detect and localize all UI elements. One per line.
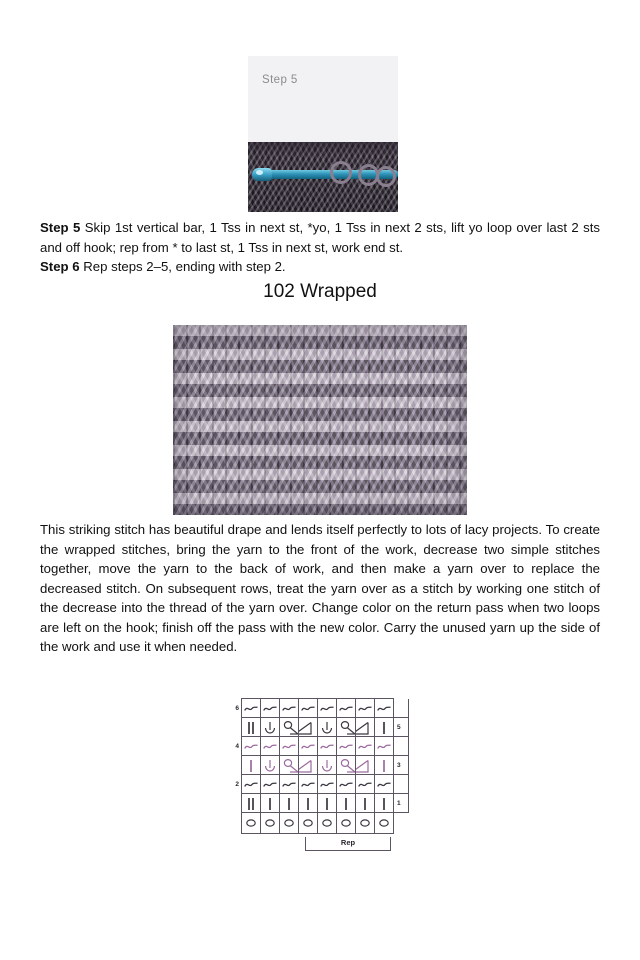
chain-stitch-symbol [261, 813, 280, 834]
chart-row-row1 [228, 794, 409, 813]
yarn-over-symbol [337, 756, 356, 775]
chart-row-number-left: 2 [228, 775, 242, 794]
return-pass-symbol [299, 775, 318, 794]
chart-row-number-left [228, 813, 242, 834]
tunisian-simple-stitch-symbol [318, 718, 337, 737]
chain-stitch-symbol [242, 813, 261, 834]
step-photo-label: Step 5 [262, 74, 298, 86]
chart-row-row5 [228, 718, 409, 737]
chart-row-number-right [394, 699, 409, 718]
swatch-vignette [173, 325, 467, 515]
simple-stitch-symbol [299, 794, 318, 813]
chart-row-number-left: 4 [228, 737, 242, 756]
return-pass-symbol [375, 699, 394, 718]
tunisian-simple-stitch-symbol [261, 718, 280, 737]
return-pass-symbol [356, 775, 375, 794]
chart-row-number-left [228, 756, 242, 775]
chain-stitch-symbol [299, 813, 318, 834]
return-pass-symbol [261, 699, 280, 718]
repeat-label: Rep [340, 838, 356, 847]
return-pass-symbol [318, 699, 337, 718]
simple-stitch-symbol [318, 794, 337, 813]
decrease-symbol [299, 718, 318, 737]
yarn-loop [330, 161, 352, 184]
return-pass-symbol [261, 775, 280, 794]
step-6-text: Rep steps 2–5, ending with step 2. [79, 259, 286, 274]
simple-stitch-symbol [242, 756, 261, 775]
chain-stitch-symbol [375, 813, 394, 834]
yarn-over-symbol [280, 718, 299, 737]
chart-row-row4 [228, 737, 409, 756]
return-pass-symbol [242, 737, 261, 756]
step-5-text: Skip 1st vertical bar, 1 Tss in next st, *yo, 1 Tss in next 2 sts, lift yo loop over last 2 sts and off hook; rep from * to last st, 1 Tss in next st, work end st. [40, 220, 601, 255]
return-pass-symbol [356, 699, 375, 718]
chain-stitch-symbol [318, 813, 337, 834]
return-pass-symbol [299, 699, 318, 718]
decrease-symbol [356, 756, 375, 775]
chart-row-number-right [394, 813, 409, 834]
yarn-loop [376, 166, 396, 187]
step-instructions [40, 218, 600, 277]
return-pass-symbol [375, 737, 394, 756]
return-pass-symbol [242, 775, 261, 794]
chain-stitch-symbol [337, 813, 356, 834]
page-title: 102 Wrapped [263, 281, 377, 302]
return-pass-symbol [337, 775, 356, 794]
description-paragraph: This striking stitch has beautiful drape and lends itself perfectly to lots of lacy projects. To create the wrapped stitches, bring the yarn to the front of the work, decrease two simple stitches together, move the yarn to the back of work, and then make a yarn over to replace the decreased stitch. On subsequent rows, treat the yarn over as a stitch by working one stitch of the decrease into the thread of the yarn over. Change color on the return pass when two loops are left on the hook; finish off the pass with the new color. Carry the unused yarn up the side of the work and use it when needed. [40, 522, 600, 654]
stitch-swatch-photo [173, 325, 467, 515]
return-pass-symbol [280, 737, 299, 756]
chart-row-number-left: 6 [228, 699, 242, 718]
step-6-instruction [40, 257, 600, 277]
return-pass-symbol [375, 775, 394, 794]
chart-row-row6 [228, 699, 409, 718]
return-pass-symbol [337, 699, 356, 718]
simple-stitch-symbol [337, 794, 356, 813]
tunisian-simple-stitch-symbol [318, 756, 337, 775]
chart-row-number-right: 1 [394, 794, 409, 813]
return-pass-symbol [280, 775, 299, 794]
yarn-over-symbol [337, 718, 356, 737]
chart-row-foundation [228, 813, 409, 834]
return-pass-symbol [318, 737, 337, 756]
return-pass-symbol [356, 737, 375, 756]
return-pass-symbol [280, 699, 299, 718]
decrease-symbol [299, 756, 318, 775]
chart-row-number-right: 5 [394, 718, 409, 737]
stitch-chart-grid [228, 698, 409, 834]
chart-row-number-left [228, 794, 242, 813]
step-photo-figure [248, 56, 398, 212]
step-6-label: Step 6 [40, 259, 80, 274]
chart-row-number-right: 3 [394, 756, 409, 775]
return-pass-symbol [318, 775, 337, 794]
simple-stitch-symbol [375, 718, 394, 737]
step-5-label: Step 5 [40, 220, 81, 235]
simple-stitch-symbol [375, 794, 394, 813]
hook-glint [256, 170, 263, 175]
repeat-bracket [305, 837, 391, 851]
simple-stitch-symbol [375, 756, 394, 775]
chain-stitch-symbol [356, 813, 375, 834]
tunisian-simple-stitch-symbol [261, 756, 280, 775]
simple-stitch-symbol [280, 794, 299, 813]
simple-stitch-symbol [356, 794, 375, 813]
step-5-instruction [40, 218, 600, 257]
simple-stitch-symbol [261, 794, 280, 813]
return-pass-symbol [261, 737, 280, 756]
decrease-symbol [356, 718, 375, 737]
yarn-over-symbol [280, 756, 299, 775]
return-pass-symbol [337, 737, 356, 756]
chart-row-number-right [394, 737, 409, 756]
chart-row-number-left [228, 718, 242, 737]
return-pass-symbol [242, 699, 261, 718]
chain-stitch-symbol [280, 813, 299, 834]
chart-row-number-right [394, 775, 409, 794]
edge-stitch-symbol [242, 718, 261, 737]
return-pass-symbol [299, 737, 318, 756]
edge-stitch-symbol [242, 794, 261, 813]
stitch-chart [228, 698, 414, 858]
chart-row-row2 [228, 775, 409, 794]
chart-row-row3 [228, 756, 409, 775]
